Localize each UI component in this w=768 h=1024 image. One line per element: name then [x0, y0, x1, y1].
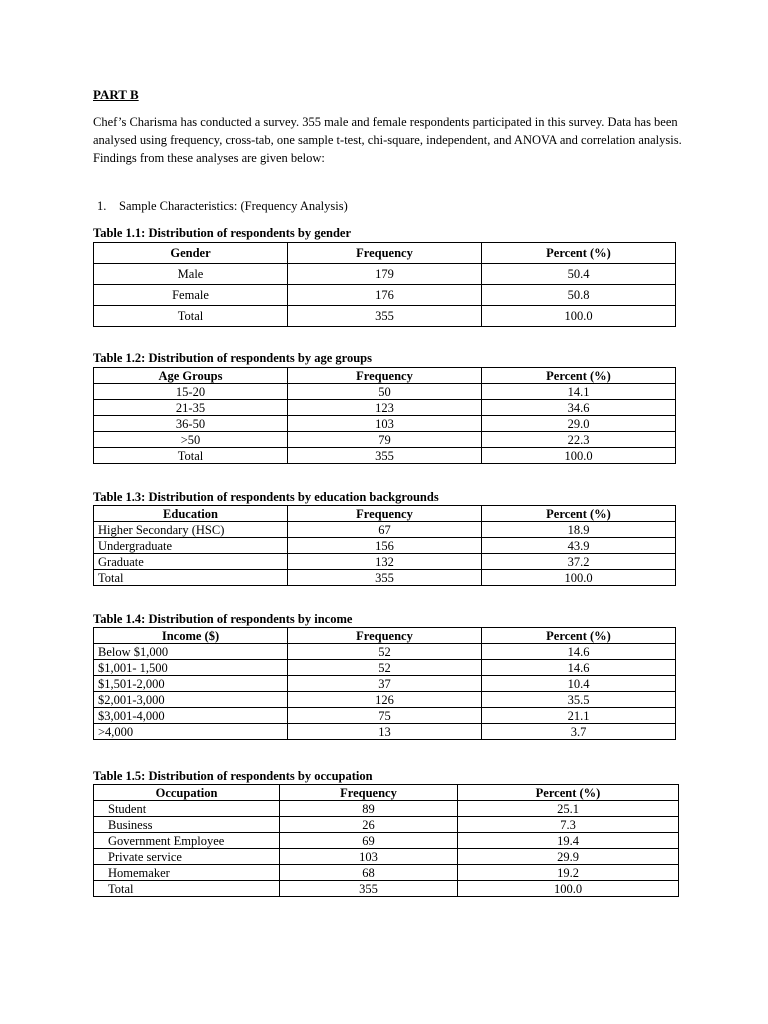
- table-cell: $1,001- 1,500: [94, 660, 288, 676]
- table-cell: 19.4: [458, 833, 679, 849]
- table-cell: 68: [280, 865, 458, 881]
- table-cell: 100.0: [482, 306, 676, 327]
- table-cell: 50: [288, 384, 482, 400]
- table-row: [94, 570, 676, 586]
- table-row: [94, 881, 679, 897]
- table-cell: 29.9: [458, 849, 679, 865]
- table-cell: 21-35: [94, 400, 288, 416]
- table-cell: Total: [94, 448, 288, 464]
- occupation-table: [93, 784, 679, 897]
- column-header: Income ($): [94, 628, 288, 644]
- table-cell: 37.2: [482, 554, 676, 570]
- table-cell: 355: [280, 881, 458, 897]
- table-row: [94, 849, 679, 865]
- column-header: Occupation: [94, 785, 280, 801]
- table-cell: 21.1: [482, 708, 676, 724]
- gender-table: [93, 242, 676, 327]
- table-cell: Female: [94, 285, 288, 306]
- table-row: [94, 833, 679, 849]
- column-header: Percent (%): [482, 506, 676, 522]
- table-cell: 50.8: [482, 285, 676, 306]
- table-row: [94, 724, 676, 740]
- column-header: Frequency: [288, 506, 482, 522]
- table-cell: Graduate: [94, 554, 288, 570]
- table-cell: 26: [280, 817, 458, 833]
- table-cell: 89: [280, 801, 458, 817]
- table-cell: 14.1: [482, 384, 676, 400]
- table-header-row: [94, 368, 676, 384]
- table-cell: Below $1,000: [94, 644, 288, 660]
- column-header: Frequency: [288, 368, 482, 384]
- table-cell: 37: [288, 676, 482, 692]
- table-row: [94, 306, 676, 327]
- table-cell: 355: [288, 306, 482, 327]
- column-header: Gender: [94, 243, 288, 264]
- column-header: Frequency: [280, 785, 458, 801]
- table-cell: Business: [94, 817, 280, 833]
- table-row: [94, 692, 676, 708]
- table-cell: 14.6: [482, 660, 676, 676]
- table-cell: 29.0: [482, 416, 676, 432]
- table-cell: 7.3: [458, 817, 679, 833]
- table-cell: Homemaker: [94, 865, 280, 881]
- age-groups-table: [93, 367, 676, 464]
- table-cell: 156: [288, 538, 482, 554]
- table-cell: 19.2: [458, 865, 679, 881]
- table-cell: 52: [288, 660, 482, 676]
- column-header: Frequency: [288, 628, 482, 644]
- table-cell: >4,000: [94, 724, 288, 740]
- table-row: [94, 448, 676, 464]
- table-header-row: [94, 628, 676, 644]
- table-header-row: [94, 785, 679, 801]
- table-row: [94, 285, 676, 306]
- section-title: Sample Characteristics: (Frequency Analysis): [119, 199, 348, 213]
- table-1-3-caption: Table 1.3: Distribution of respondents by education backgrounds: [93, 490, 439, 504]
- table-cell: 43.9: [482, 538, 676, 554]
- table-row: [94, 416, 676, 432]
- table-cell: 15-20: [94, 384, 288, 400]
- table-cell: 100.0: [482, 448, 676, 464]
- table-cell: Total: [94, 570, 288, 586]
- table-cell: Student: [94, 801, 280, 817]
- column-header: Percent (%): [482, 243, 676, 264]
- table-cell: $2,001-3,000: [94, 692, 288, 708]
- intro-paragraph: Chef’s Charisma has conducted a survey. 355 male and female respondents participated in this survey. Data has been analysed using frequency, cross-tab, one sample t-test, chi-square, independent, and ANOVA and correlation analysis. Findings from these analyses are given below:: [93, 115, 682, 165]
- table-cell: $3,001-4,000: [94, 708, 288, 724]
- table-row: [94, 708, 676, 724]
- section-heading: [97, 199, 348, 214]
- table-row: [94, 554, 676, 570]
- column-header: Age Groups: [94, 368, 288, 384]
- column-header: Education: [94, 506, 288, 522]
- table-row: [94, 801, 679, 817]
- table-row: [94, 384, 676, 400]
- table-row: [94, 400, 676, 416]
- table-header-row: [94, 506, 676, 522]
- table-cell: 13: [288, 724, 482, 740]
- table-1-1-caption: Table 1.1: Distribution of respondents by gender: [93, 226, 352, 240]
- table-cell: 100.0: [482, 570, 676, 586]
- table-cell: 67: [288, 522, 482, 538]
- table-cell: 100.0: [458, 881, 679, 897]
- table-1-4-caption: Table 1.4: Distribution of respondents by income: [93, 612, 353, 626]
- education-table: [93, 505, 676, 586]
- table-cell: Undergraduate: [94, 538, 288, 554]
- section-number: 1.: [97, 199, 107, 213]
- table-cell: Total: [94, 881, 280, 897]
- table-cell: 179: [288, 264, 482, 285]
- table-1-5-caption: Table 1.5: Distribution of respondents by occupation: [93, 769, 373, 783]
- table-row: [94, 865, 679, 881]
- table-cell: 79: [288, 432, 482, 448]
- table-cell: Private service: [94, 849, 280, 865]
- table-cell: 126: [288, 692, 482, 708]
- table-cell: 35.5: [482, 692, 676, 708]
- table-cell: 50.4: [482, 264, 676, 285]
- income-table: [93, 627, 676, 740]
- table-cell: Male: [94, 264, 288, 285]
- table-row: [94, 538, 676, 554]
- table-row: [94, 432, 676, 448]
- table-cell: $1,501-2,000: [94, 676, 288, 692]
- table-cell: 132: [288, 554, 482, 570]
- column-header: Percent (%): [458, 785, 679, 801]
- table-cell: 10.4: [482, 676, 676, 692]
- table-cell: 355: [288, 570, 482, 586]
- table-cell: 14.6: [482, 644, 676, 660]
- table-cell: Government Employee: [94, 833, 280, 849]
- table-cell: Total: [94, 306, 288, 327]
- table-row: [94, 522, 676, 538]
- table-row: [94, 660, 676, 676]
- column-header: Percent (%): [482, 368, 676, 384]
- table-row: [94, 644, 676, 660]
- table-row: [94, 676, 676, 692]
- table-cell: 103: [288, 416, 482, 432]
- table-cell: 69: [280, 833, 458, 849]
- table-cell: 52: [288, 644, 482, 660]
- table-row: [94, 264, 676, 285]
- table-cell: 123: [288, 400, 482, 416]
- table-1-2-caption: Table 1.2: Distribution of respondents by age groups: [93, 351, 372, 365]
- table-cell: 22.3: [482, 432, 676, 448]
- table-cell: Higher Secondary (HSC): [94, 522, 288, 538]
- column-header: Frequency: [288, 243, 482, 264]
- column-header: Percent (%): [482, 628, 676, 644]
- table-cell: 34.6: [482, 400, 676, 416]
- table-cell: 25.1: [458, 801, 679, 817]
- table-header-row: [94, 243, 676, 264]
- table-cell: >50: [94, 432, 288, 448]
- table-cell: 3.7: [482, 724, 676, 740]
- table-cell: 36-50: [94, 416, 288, 432]
- table-cell: 103: [280, 849, 458, 865]
- table-cell: 18.9: [482, 522, 676, 538]
- part-title: PART B: [93, 87, 139, 102]
- table-cell: 355: [288, 448, 482, 464]
- table-row: [94, 817, 679, 833]
- table-cell: 176: [288, 285, 482, 306]
- table-cell: 75: [288, 708, 482, 724]
